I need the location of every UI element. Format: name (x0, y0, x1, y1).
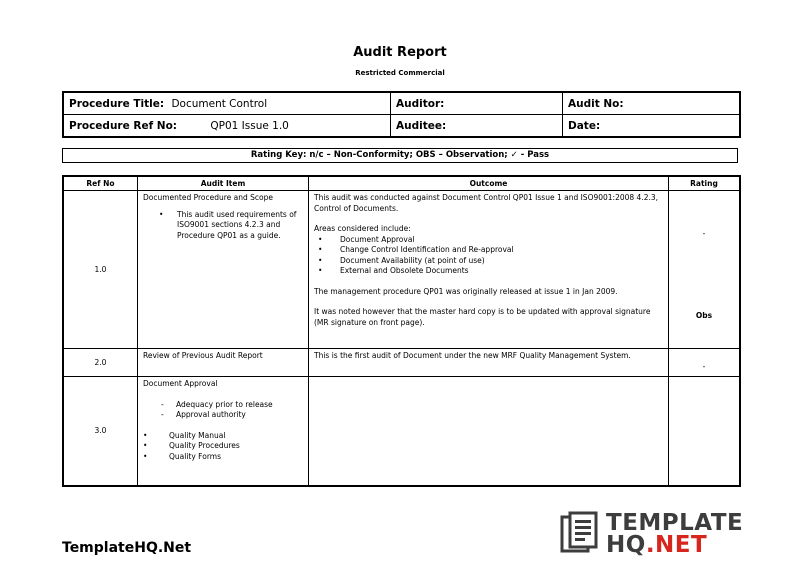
outcome-cell: This is the first audit of Document under the new MRF Quality Management System. (309, 349, 669, 377)
procedure-title-label: Procedure Title: (69, 97, 165, 110)
procedure-ref-cell (63, 115, 391, 138)
logo-text-line1: TEMPLATE (606, 510, 744, 536)
procedure-ref-label: Procedure Ref No: (69, 119, 178, 132)
rating-cell (669, 191, 741, 349)
rating-key: Rating Key: n/c – Non-Conformity; OBS – Observation; ✓ - Pass (62, 148, 738, 163)
report-subtitle: Restricted Commercial (355, 69, 445, 77)
auditee-label: Auditee: (391, 115, 563, 138)
rating-value: Obs (695, 311, 713, 320)
col-rating: Rating (669, 176, 741, 191)
audit-item-bullets (143, 210, 303, 242)
col-ref-no: Ref No (63, 176, 138, 191)
list-item: • Quality Manual (143, 430, 226, 440)
outcome-cell (309, 191, 669, 349)
list-item: - Adequacy prior to release (161, 399, 273, 409)
outcome-paragraph: This audit was conducted against Document Control QP01 Issue 1 and ISO9001:2008 4.2.3, Control of Documents. (314, 193, 659, 213)
table-row (63, 349, 740, 377)
outcome-paragraph: It was noted however that the master hard copy is to be updated with approval signature (MR signature on front page). (314, 307, 651, 327)
audit-item-title: Documented Procedure and Scope (143, 193, 274, 202)
table-row (63, 191, 740, 349)
rating-cell: - (669, 349, 741, 377)
table-header-row (63, 176, 740, 191)
outcome-areas-label: Areas considered include: (314, 224, 411, 233)
logo-text-line2: HQ.NET (606, 532, 708, 558)
date-label: Date: (563, 115, 741, 138)
list-item: • Document Availability (at point of use) (318, 255, 485, 265)
audit-item-cell (138, 377, 309, 486)
list-item: • Quality Forms (143, 451, 221, 461)
col-audit-item: Audit Item (138, 176, 309, 191)
info-table (62, 91, 741, 138)
ref-no-cell: 3.0 (63, 377, 138, 486)
list-item: • This audit used requirements of ISO9001 sections 4.2.3 and Procedure QP01 as a guide. (159, 209, 297, 240)
report-title: Audit Report (353, 45, 447, 60)
auditor-label: Auditor: (391, 92, 563, 115)
audit-item-dash-list (143, 400, 303, 421)
procedure-title-value: Document Control (171, 97, 268, 110)
outcome-paragraph: The management procedure QP01 was originally released at issue 1 in Jan 2009. (314, 286, 618, 296)
outcome-cell (309, 377, 669, 486)
list-item: - Approval authority (161, 410, 246, 419)
rating-cell (669, 377, 741, 486)
ref-no-cell: 1.0 (63, 191, 138, 349)
col-outcome: Outcome (309, 176, 669, 191)
audit-no-label: Audit No: (563, 92, 741, 115)
list-item: • Document Approval (318, 234, 415, 244)
list-item: • Change Control Identification and Re-approval (318, 245, 514, 254)
list-item: • External and Obsolete Documents (318, 266, 469, 275)
audit-item-cell: Review of Previous Audit Report (138, 349, 309, 377)
document-icon (560, 511, 600, 555)
table-row (63, 377, 740, 486)
ref-no-cell: 2.0 (63, 349, 138, 377)
procedure-ref-value: QP01 Issue 1.0 (210, 119, 289, 132)
audit-item-bullet-list (143, 431, 303, 463)
procedure-title-cell (63, 92, 391, 115)
audit-item-cell (138, 191, 309, 349)
list-item: • Quality Procedures (143, 441, 240, 450)
footer-brand: TemplateHQ.Net (62, 540, 192, 556)
rating-value: - (702, 229, 706, 238)
audit-table (62, 175, 741, 487)
outcome-list (314, 235, 663, 277)
audit-item-title: Document Approval (143, 379, 218, 388)
templatehq-logo (560, 510, 745, 558)
